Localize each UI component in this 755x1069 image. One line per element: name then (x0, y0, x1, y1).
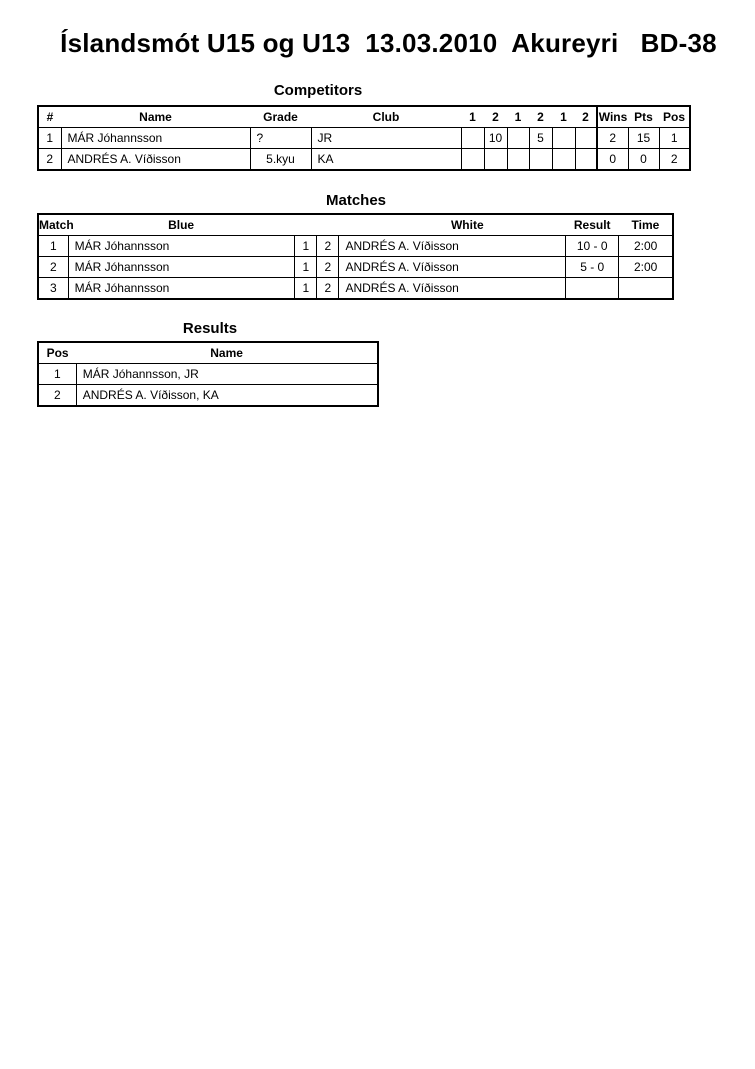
competitor-pts: 0 (628, 149, 659, 171)
col-header-round: 2 (575, 106, 597, 128)
competitor-grade: 5.kyu (250, 149, 311, 171)
result-name: MÁR Jóhannsson, JR (76, 364, 378, 385)
col-header-wins: Wins (597, 106, 628, 128)
col-header-round: 2 (484, 106, 507, 128)
table-row (38, 364, 378, 385)
match-white-num: 2 (317, 236, 339, 257)
competitors-table (37, 105, 691, 171)
col-header-blue: Blue (68, 214, 339, 236)
page-title: Íslandsmót U15 og U13 13.03.2010 Akureyri BD-38 (60, 28, 717, 58)
round-score (529, 149, 552, 171)
competitor-club: KA (311, 149, 461, 171)
matches-heading: Matches (325, 192, 387, 209)
col-header-pos: Pos (38, 342, 76, 364)
col-header-pts: Pts (628, 106, 659, 128)
round-score (575, 128, 597, 149)
match-blue: MÁR Jóhannsson (68, 278, 295, 300)
round-score: 5 (529, 128, 552, 149)
match-blue-num: 1 (295, 236, 317, 257)
round-score (461, 149, 484, 171)
result-pos: 1 (38, 364, 76, 385)
col-header-round: 1 (461, 106, 484, 128)
matches-table (37, 213, 674, 300)
competitor-pos: 2 (659, 149, 690, 171)
col-header-round: 1 (507, 106, 529, 128)
round-score (552, 149, 575, 171)
match-number: 2 (38, 257, 68, 278)
match-white-num: 2 (317, 257, 339, 278)
competitor-name: MÁR Jóhannsson (61, 128, 250, 149)
match-time: 2:00 (619, 236, 673, 257)
competitor-num: 2 (38, 149, 61, 171)
match-result: 10 - 0 (566, 236, 619, 257)
table-row (38, 128, 690, 149)
col-header-num: # (38, 106, 61, 128)
result-name: ANDRÉS A. Víðisson, KA (76, 385, 378, 407)
result-pos: 2 (38, 385, 76, 407)
match-result: 5 - 0 (566, 257, 619, 278)
match-white: ANDRÉS A. Víðisson (339, 278, 566, 300)
match-result (566, 278, 619, 300)
table-row (38, 385, 378, 407)
competitors-heading: Competitors (273, 82, 363, 99)
match-white-num: 2 (317, 278, 339, 300)
match-blue-num: 1 (295, 257, 317, 278)
col-header-name: Name (76, 342, 378, 364)
match-number: 3 (38, 278, 68, 300)
col-header-club: Club (311, 106, 461, 128)
table-row (38, 236, 673, 257)
competitor-pts: 15 (628, 128, 659, 149)
match-number: 1 (38, 236, 68, 257)
table-row (38, 257, 673, 278)
col-header-pos: Pos (659, 106, 690, 128)
match-time: 2:00 (619, 257, 673, 278)
competitor-grade: ? (250, 128, 311, 149)
match-white: ANDRÉS A. Víðisson (339, 236, 566, 257)
competitor-club: JR (311, 128, 461, 149)
results-heading: Results (182, 320, 238, 337)
col-header-match: Match (38, 214, 68, 236)
col-header-result: Result (566, 214, 619, 236)
results-table (37, 341, 379, 407)
competitor-wins: 0 (597, 149, 628, 171)
col-header-time: Time (619, 214, 673, 236)
match-blue: MÁR Jóhannsson (68, 236, 295, 257)
competitor-wins: 2 (597, 128, 628, 149)
col-header-grade: Grade (250, 106, 311, 128)
col-header-round: 2 (529, 106, 552, 128)
match-white: ANDRÉS A. Víðisson (339, 257, 566, 278)
competitor-name: ANDRÉS A. Víðisson (61, 149, 250, 171)
col-header-name: Name (61, 106, 250, 128)
round-score (552, 128, 575, 149)
col-header-white: White (339, 214, 566, 236)
competitor-num: 1 (38, 128, 61, 149)
round-score: 10 (484, 128, 507, 149)
round-score (461, 128, 484, 149)
match-blue: MÁR Jóhannsson (68, 257, 295, 278)
match-blue-num: 1 (295, 278, 317, 300)
table-row (38, 149, 690, 171)
col-header-round: 1 (552, 106, 575, 128)
competitor-pos: 1 (659, 128, 690, 149)
round-score (507, 128, 529, 149)
round-score (507, 149, 529, 171)
match-time (619, 278, 673, 300)
round-score (575, 149, 597, 171)
round-score (484, 149, 507, 171)
table-row (38, 278, 673, 300)
